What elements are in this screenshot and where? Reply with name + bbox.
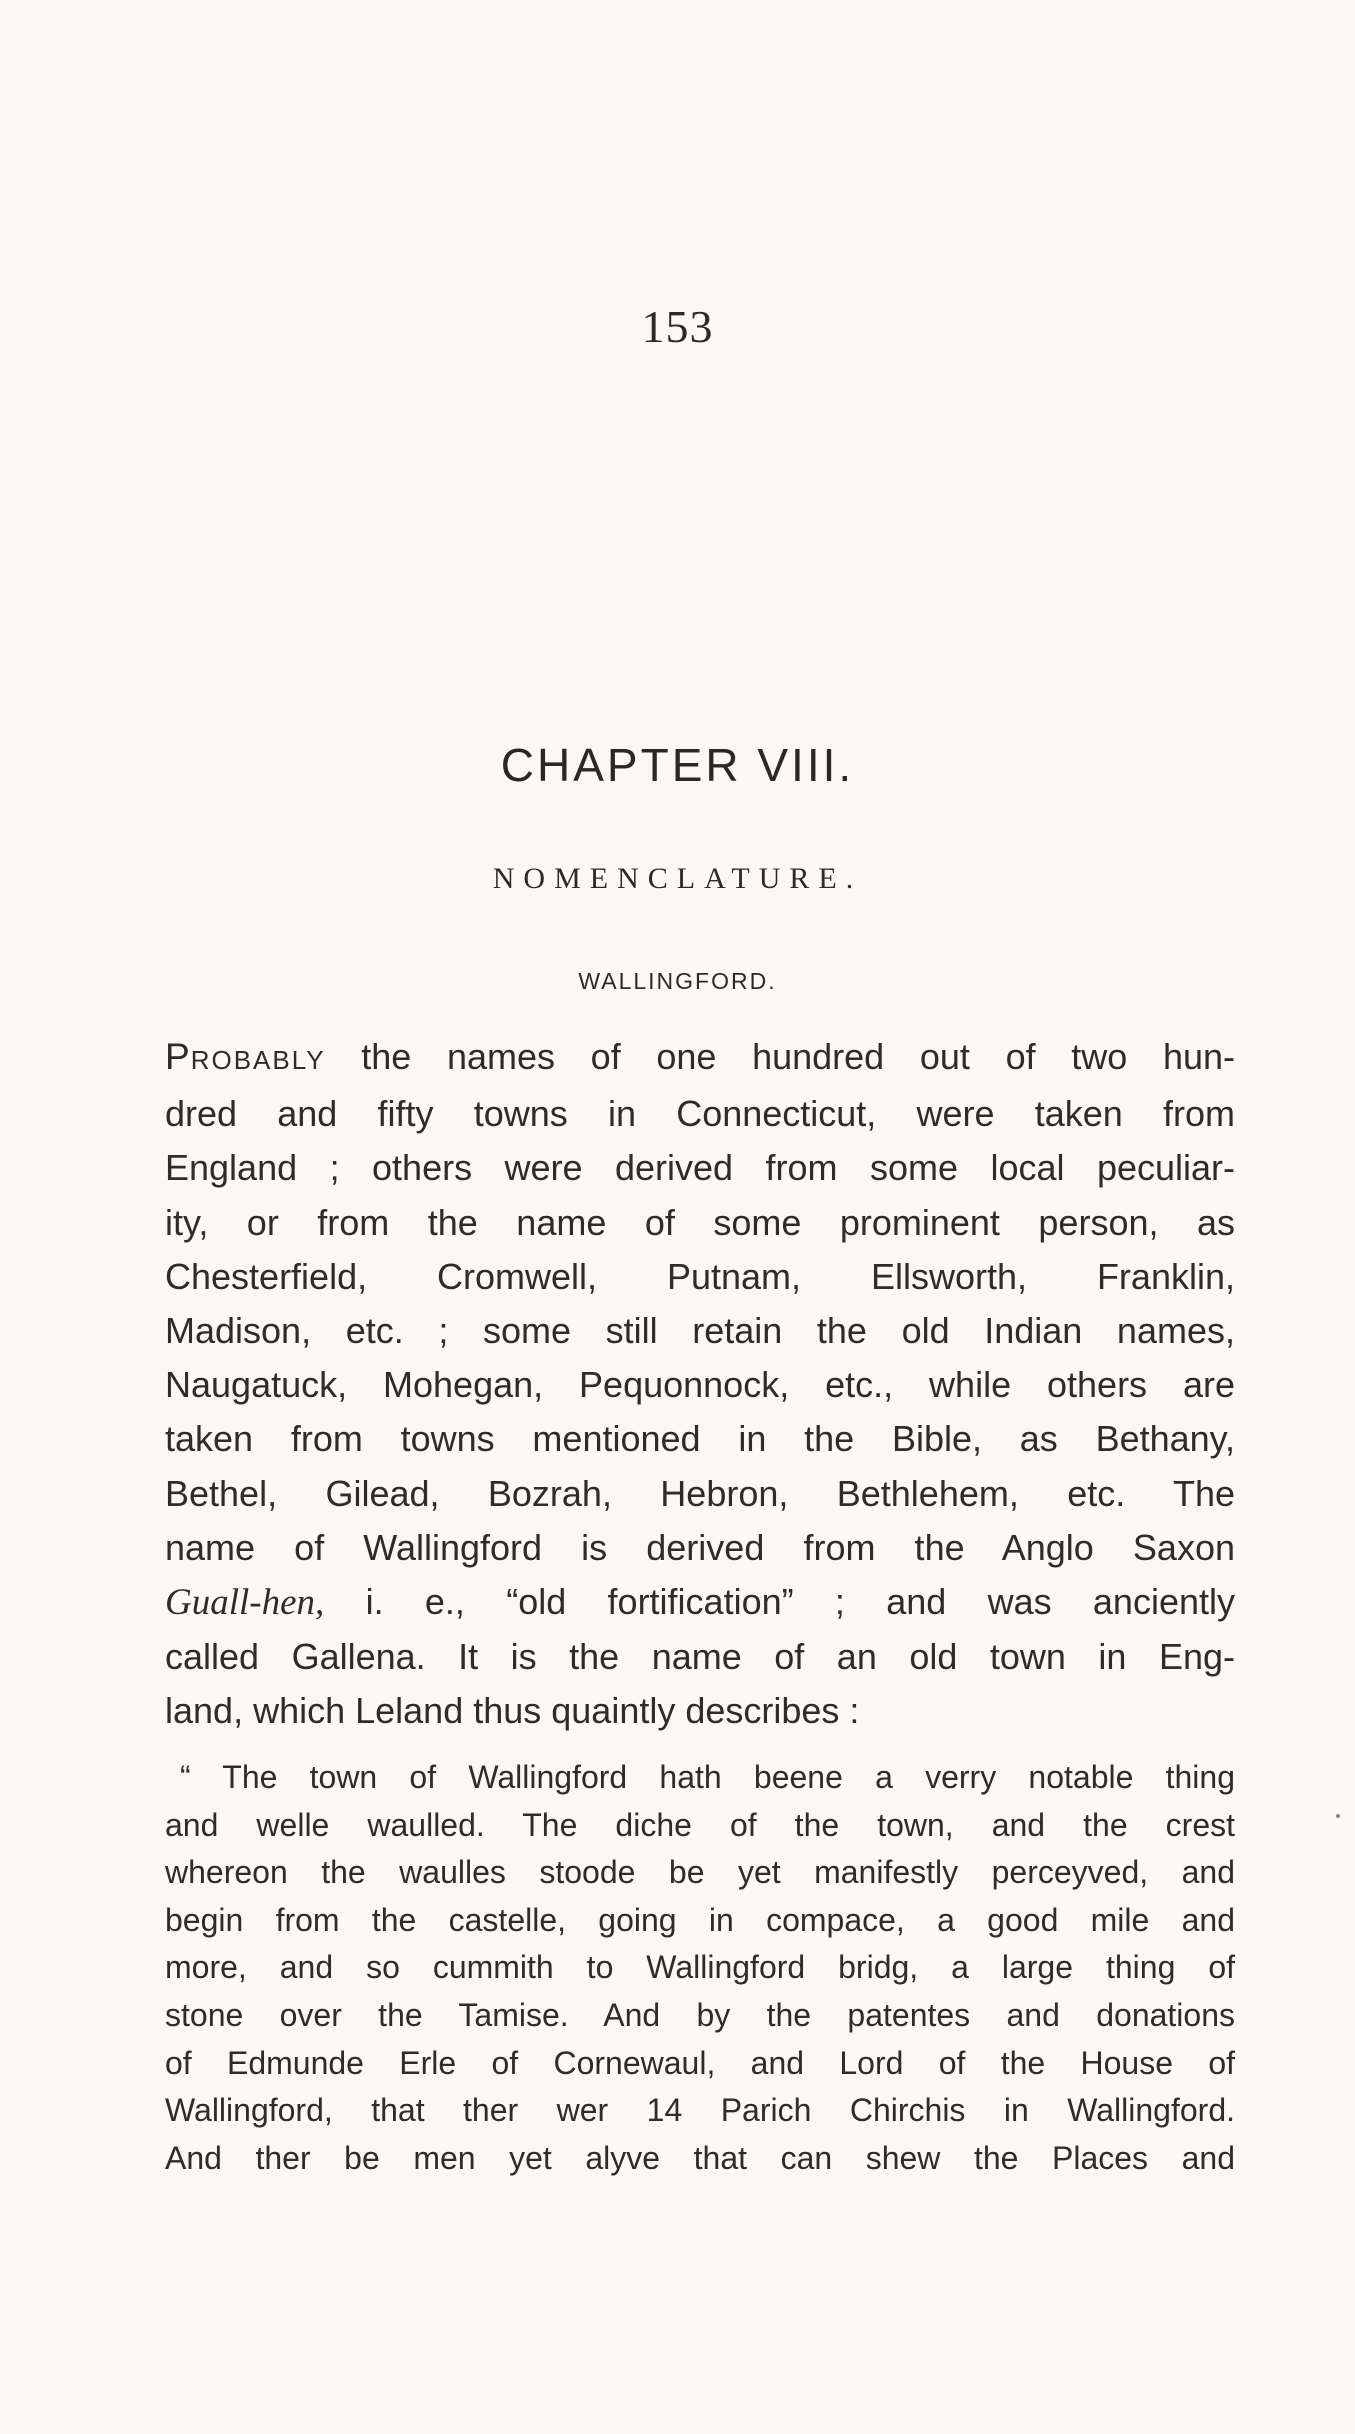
quote-line: and welle waulled. The diche of the town, and the crest [165, 1806, 1235, 1843]
quote-line: stone over the Tamise. And by the patentes and donations [165, 1996, 1235, 2033]
body-line [165, 1575, 1235, 1630]
quote-line: And ther be men yet alyve that can shew the Places and [165, 2139, 1235, 2176]
subsection-title: WALLINGFORD. [578, 968, 777, 994]
lead-cap: P [165, 1036, 191, 1077]
lead-word [165, 1036, 326, 1077]
page-number: 153 [641, 301, 714, 352]
quote-line: whereon the waulles stoode be yet manifestly perceyved, and [165, 1854, 1235, 1891]
lead-small-caps: ROBABLY [190, 1045, 326, 1075]
body-line: called Gallena. It is the name of an old town in Eng- [165, 1636, 1235, 1678]
body-line: ity, or from the name of some prominent person, as [165, 1201, 1235, 1243]
section-title: NOMENCLATURE. [492, 862, 863, 895]
quote-line: “ The town of Wallingford hath beene a verry notable thing [180, 1759, 1235, 1795]
body-line-text: i. e., “old fortification” ; and was anciently [324, 1581, 1235, 1623]
body-line: dred and fifty towns in Connecticut, were taken from [165, 1093, 1235, 1135]
body-paragraph [165, 1030, 1235, 1739]
body-line: name of Wallingford is derived from the Anglo Saxon [165, 1526, 1235, 1568]
quote-line: Wallingford, that ther wer 14 Parich Chirchis in Wallingford. [165, 2092, 1235, 2129]
quote-line: of Edmunde Erle of Cornewaul, and Lord of the House of [165, 2044, 1235, 2081]
italic-term: Guall-hen, [165, 1582, 325, 1624]
body-line-text: the names of one hundred out of two hun- [325, 1036, 1235, 1077]
body-line: Madison, etc. ; some still retain the old Indian names, [165, 1310, 1235, 1352]
quote-line: begin from the castelle, going in compace, a good mile and [165, 1901, 1235, 1938]
body-line: Bethel, Gilead, Bozrah, Hebron, Bethlehem, etc. The [165, 1472, 1235, 1514]
quote-line: more, and so cummith to Wallingford bridg, a large thing of [165, 1949, 1235, 1986]
body-line: England ; others were derived from some local peculiar- [165, 1147, 1235, 1189]
body-line: Chesterfield, Cromwell, Putnam, Ellsworth, Franklin, [165, 1255, 1235, 1297]
chapter-title: CHAPTER VIII. [500, 739, 855, 791]
paper-speck [1336, 1814, 1340, 1818]
body-line [165, 1030, 1235, 1087]
body-line: taken from towns mentioned in the Bible, as Bethany, [165, 1418, 1235, 1460]
body-line: land, which Leland thus quaintly describes : [165, 1690, 860, 1732]
body-line: Naugatuck, Mohegan, Pequonnock, etc., while others are [165, 1364, 1235, 1406]
quotation-block [165, 1754, 1235, 2182]
